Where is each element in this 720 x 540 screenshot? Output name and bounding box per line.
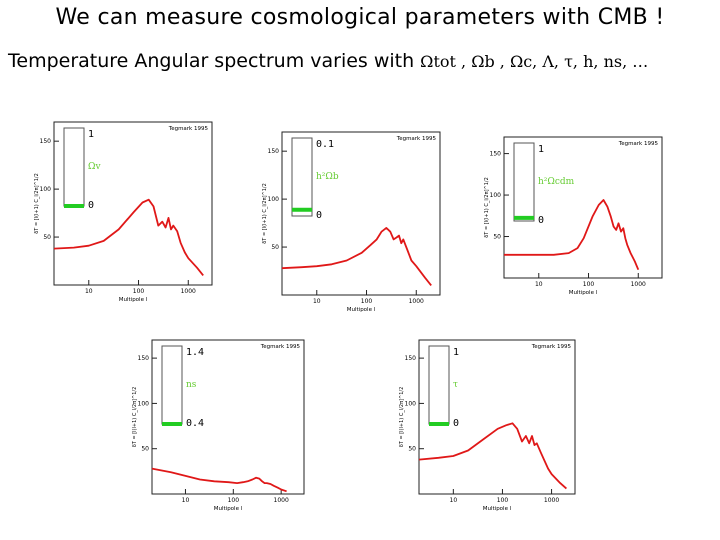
y-tick-label: 50 [271,244,279,252]
x-tick-label: 10 [312,298,321,305]
chart-credit: Tegmark 1995 [531,344,571,350]
chart-panel-tau [395,330,583,518]
y-axis-label: δT = [l(l+1) C_l/2π]^1/2 [484,177,490,238]
parameter-list: Ωtot , Ωb , Ωc, Λ, τ, h, ns, … [420,52,649,71]
y-tick-label: 150 [137,355,149,363]
x-axis-label: Multipole l [213,506,243,512]
chart-svg [30,112,220,309]
x-tick-label: 1000 [273,497,289,504]
y-tick-label: 100 [39,186,51,194]
chart-svg [128,330,312,518]
x-tick-label: 100 [227,497,240,504]
x-tick-label: 10 [449,497,458,504]
chart-panel-omega-cdm [480,127,670,302]
bar-top-label: 0.1 [316,139,335,150]
y-tick-label: 50 [141,445,149,453]
bar-bottom-label: 0 [88,200,95,211]
chart-credit: Tegmark 1995 [618,141,658,147]
chart-svg [395,330,583,518]
y-axis-label: δT = [l(l+1) C_l/2π]^1/2 [132,386,138,448]
parameter-bar [429,346,449,424]
y-tick-label: 100 [137,400,149,408]
y-tick-label: 150 [267,148,279,156]
bar-bottom-label: 0.4 [186,418,205,429]
x-tick-label: 100 [496,497,509,504]
x-tick-label: 100 [132,288,145,295]
y-axis-label: δT = [l(l+1) C_l/2π]^1/2 [399,386,405,448]
y-tick-label: 100 [489,192,501,200]
x-tick-label: 10 [84,288,93,295]
chart-panel-omega-v [30,112,220,309]
chart-credit: Tegmark 1995 [396,136,436,142]
y-tick-label: 100 [404,400,416,408]
y-tick-label: 150 [489,150,501,158]
bar-top-label: 1.4 [186,347,205,358]
x-tick-label: 1000 [180,288,196,295]
power-spectrum-line [419,423,566,488]
parameter-level-marker [429,422,449,426]
power-spectrum-line [54,200,203,276]
y-tick-label: 50 [408,445,416,453]
parameter-level-marker [162,422,182,426]
chart-panel-ns [128,330,312,518]
x-axis-label: Multipole l [346,307,376,313]
parameter-bar [162,346,182,424]
parameter-bar [514,143,534,221]
bar-bottom-label: 0 [538,215,545,226]
subtitle-text: Temperature Angular spectrum varies with [8,50,415,72]
parameter-level-marker [64,204,84,208]
chart-svg [258,122,448,319]
x-tick-label: 1000 [630,281,646,288]
parameter-level-marker [514,216,534,220]
bar-bottom-label: 0 [316,210,323,221]
x-axis-label: Multipole l [118,297,148,303]
bar-top-label: 1 [538,144,545,155]
y-tick-label: 150 [39,138,51,146]
power-spectrum-line [282,228,431,286]
x-tick-label: 10 [534,281,543,288]
x-axis-label: Multipole l [568,290,598,296]
parameter-name: h²Ωcdm [538,177,575,187]
x-axis-label: Multipole l [482,506,512,512]
y-tick-label: 100 [267,196,279,204]
chart-panel-omega-b [258,122,448,319]
x-tick-label: 100 [582,281,595,288]
x-tick-label: 10 [181,497,190,504]
slide-subtitle [8,50,648,72]
parameter-bar [292,138,312,216]
parameter-name: τ [453,380,458,390]
parameter-level-marker [292,208,312,212]
y-tick-label: 150 [404,355,416,363]
chart-svg [480,127,670,302]
bar-bottom-label: 0 [453,418,460,429]
y-axis-label: δT = [l(l+1) C_l/2π]^1/2 [34,173,40,234]
y-axis-label: δT = [l(l+1) C_l/2π]^1/2 [262,183,268,244]
chart-credit: Tegmark 1995 [260,344,300,350]
parameter-name: ns [186,380,197,390]
x-tick-label: 1000 [543,497,560,504]
parameter-name: h²Ωb [316,172,339,182]
bar-top-label: 1 [453,347,460,358]
parameter-bar [64,128,84,206]
x-tick-label: 100 [360,298,373,305]
parameter-name: Ωv [88,162,101,172]
x-tick-label: 1000 [408,298,424,305]
chart-credit: Tegmark 1995 [168,126,208,132]
y-tick-label: 50 [493,233,501,241]
y-tick-label: 50 [43,234,51,242]
slide-title: We can measure cosmological parameters with CMB ! [55,5,665,30]
bar-top-label: 1 [88,129,95,140]
power-spectrum-line [152,469,287,492]
